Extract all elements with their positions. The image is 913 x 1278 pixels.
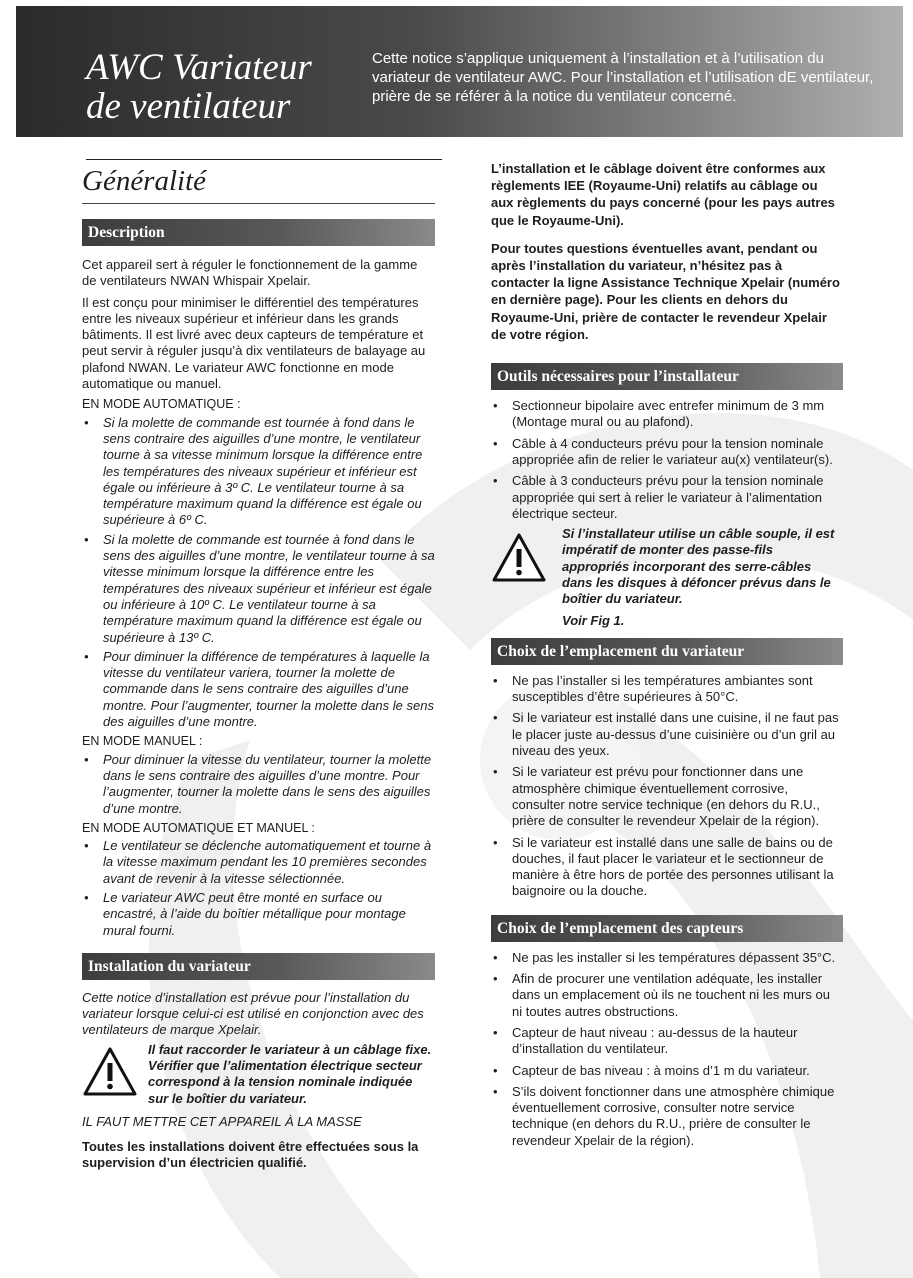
list-item: • Câble à 4 conducteurs prévu pour la tension nominale appropriée afin de relier le variateur au(x) ventilateur(s). — [491, 436, 843, 469]
section-title-sensor-location: Choix de l’emplacement des capteurs — [491, 915, 843, 942]
list-item: • Si le variateur est installé dans une cuisine, il ne faut pas le placer juste au-dessus d’une cuisinière ou d’un gril au niveau des yeux. — [491, 710, 843, 759]
installation-warning — [82, 1042, 435, 1108]
figure-reference: Voir Fig 1. — [562, 612, 625, 628]
section-title-installation: Installation du variateur — [82, 953, 435, 980]
manual-mode-list — [82, 752, 435, 817]
list-item: • Sectionneur bipolaire avec entrefer minimum de 3 mm (Montage mural ou au plafond). — [491, 398, 843, 431]
list-item: • Si la molette de commande est tournée à fond dans le sens des aiguilles d’une montre, le ventilateur tourne à sa vitesse minimum lorsque la différence entre les températures des niveaux supérieur et inférieur est égale ou inférieure à 10º C. Le ventilateur tourne à sa température maximum quand la différence est égale ou supérieure à 13º C. — [82, 532, 435, 646]
sensor-location-list — [491, 950, 843, 1149]
supervision-notice: Toutes les installations doivent être effectuées sous la supervision d’un électricien qualifié. — [82, 1139, 419, 1171]
right-column — [491, 160, 843, 1149]
list-item: • Ne pas l’installer si les températures ambiantes sont susceptibles d’être supérieures à 50°C. — [491, 673, 843, 706]
support-paragraph: Pour toutes questions éventuelles avant, pendant ou après l’installation du variateur, n’hésitez pas à contacter la ligne Assistance Technique Xpelair (numéro en dernière page). Pour les clients en dehors du Royaume-Uni, prière de contacter le revendeur Xpelair de votre région. — [491, 240, 840, 342]
controller-location-list — [491, 673, 843, 900]
list-item: • Ne pas les installer si les températures dépassent 35°C. — [491, 950, 843, 966]
section-title-description: Description — [82, 219, 435, 246]
list-item: • Si la molette de commande est tournée à fond dans le sens contraire des aiguilles d’une montre, le ventilateur tourne à sa vitesse minimum lorsque la différence entre les températures des niveaux supérieur et inférieur est égale ou inférieure à 3º C. Le ventilateur tourne à sa température maximum quand la différence est égale ou supérieure à 6º C. — [82, 415, 435, 529]
description-paragraph-2: Il est conçu pour minimiser le différentiel des températures entre les niveaux supérieur et inférieur dans les grands bâtiments. Il est livré avec deux capteurs de température et peut servir à réguler jusqu’à dix ventilateurs de balayage au plafond NWAN. Le variateur AWC fonctionne en mode automatique ou manuel. — [82, 294, 426, 392]
list-item: • Capteur de haut niveau : au-dessus de la hauteur d’installation du ventilateur. — [491, 1025, 843, 1058]
section-title-controller-location: Choix de l’emplacement du variateur — [491, 638, 843, 665]
list-item: • Afin de procurer une ventilation adéquate, les installer dans un emplacement où ils ne touchent ni les murs ou ni toutes autres obstructions. — [491, 971, 843, 1020]
earth-notice: IL FAUT METTRE CET APPAREIL À LA MASSE — [82, 1113, 362, 1129]
list-item: • Le variateur AWC peut être monté en surface ou encastré, à l’aide du boîtier métallique pour montage mural fourni. — [82, 890, 435, 939]
both-modes-label: EN MODE AUTOMATIQUE ET MANUEL : — [82, 820, 315, 835]
regulations-paragraph: L’installation et le câblage doivent être conformes aux règlements IEE (Royaume-Uni) relatifs au câblage ou aux règlements du pays concerné (pour les pays autres que le Royaume-Uni). — [491, 161, 835, 228]
auto-mode-label: EN MODE AUTOMATIQUE : — [82, 397, 241, 412]
list-item: • S’ils doivent fonctionner dans une atmosphère chimique éventuellement corrosive, consulter notre service technique (en dehors du R.U., prière de consulter le revendeur Xpelair de la région). — [491, 1084, 843, 1149]
section-title-tools: Outils nécessaires pour l’installateur — [491, 363, 843, 390]
tools-warning — [491, 526, 843, 629]
tools-warning-text: Si l’installateur utilise un câble souple, il est impératif de monter des passe-fils appropriés incorporant des serre-câbles dans les disques à défoncer prévus dans le boîtier du variateur. — [562, 526, 835, 607]
list-item: • Capteur de bas niveau : à moins d’1 m du variateur. — [491, 1063, 843, 1079]
list-item: • Si le variateur est installé dans une salle de bains ou de douches, il faut placer le variateur et le sectionneur de manière à être hors de portée des personnes utilisant la baignoire ou la douche. — [491, 835, 843, 900]
warning-triangle-icon — [82, 1046, 138, 1098]
warning-triangle-icon — [491, 532, 547, 584]
left-column — [82, 160, 435, 1172]
description-paragraph-1: Cet appareil sert à réguler le fonctionnement de la gamme de ventilateurs NWAN Whispair Xpelair. — [82, 257, 418, 289]
title-line-1: AWC Variateur — [86, 47, 312, 88]
tools-list — [491, 398, 843, 522]
header-banner — [16, 6, 903, 137]
manual-mode-label: EN MODE MANUEL : — [82, 734, 203, 749]
document-title — [86, 48, 366, 126]
list-item: • Le ventilateur se déclenche automatiquement et tourne à la vitesse maximum pendant les 10 premières secondes avant de revenir à la vitesse sélectionnée. — [82, 838, 435, 887]
both-modes-list — [82, 838, 435, 939]
section-heading-generalite: Généralité — [82, 165, 207, 197]
list-item: • Si le variateur est prévu pour fonctionner dans une atmosphère chimique éventuellement corrosive, consulter notre service technique (en dehors du R.U., prière de consulter le revendeur Xpelair de la région). — [491, 764, 843, 829]
auto-mode-list — [82, 415, 435, 731]
title-line-2: de ventilateur — [86, 86, 291, 127]
installation-warning-text: Il faut raccorder le variateur à un câblage fixe. Vérifier que l’alimentation électrique secteur correspond à la tension nominale indiquée sur le boîtier du variateur. — [148, 1041, 432, 1106]
list-item: • Câble à 3 conducteurs prévu pour la tension nominale appropriée qui sert à relier le variateur à l’alimentation électrique secteur. — [491, 473, 843, 522]
banner-intro: Cette notice s’applique uniquement à l’installation et à l’utilisation du variateur de ventilateur AWC. Pour l’installation et l’utilisation dE ventilateur, prière de se référer à la notice du ventilateur concerné. — [372, 50, 874, 105]
list-item: • Pour diminuer la vitesse du ventilateur, tourner la molette dans le sens contraire des aiguilles d’une montre. Pour l’augmenter, tourner la molette dans le sens des aiguilles d’une montre. — [82, 752, 435, 817]
installation-intro: Cette notice d’installation est prévue pour l’installation du variateur lorsque celui-ci est utilisé en conjonction avec des ventilateurs de marque Xpelair. — [82, 989, 424, 1038]
list-item: • Pour diminuer la différence de températures à laquelle la vitesse du ventilateur variera, tourner la molette de commande dans le sens contraire des aiguilles d’une montre. Pour l’augmenter, tourner la molette dans le sens des aiguilles d’une montre. — [82, 649, 435, 730]
